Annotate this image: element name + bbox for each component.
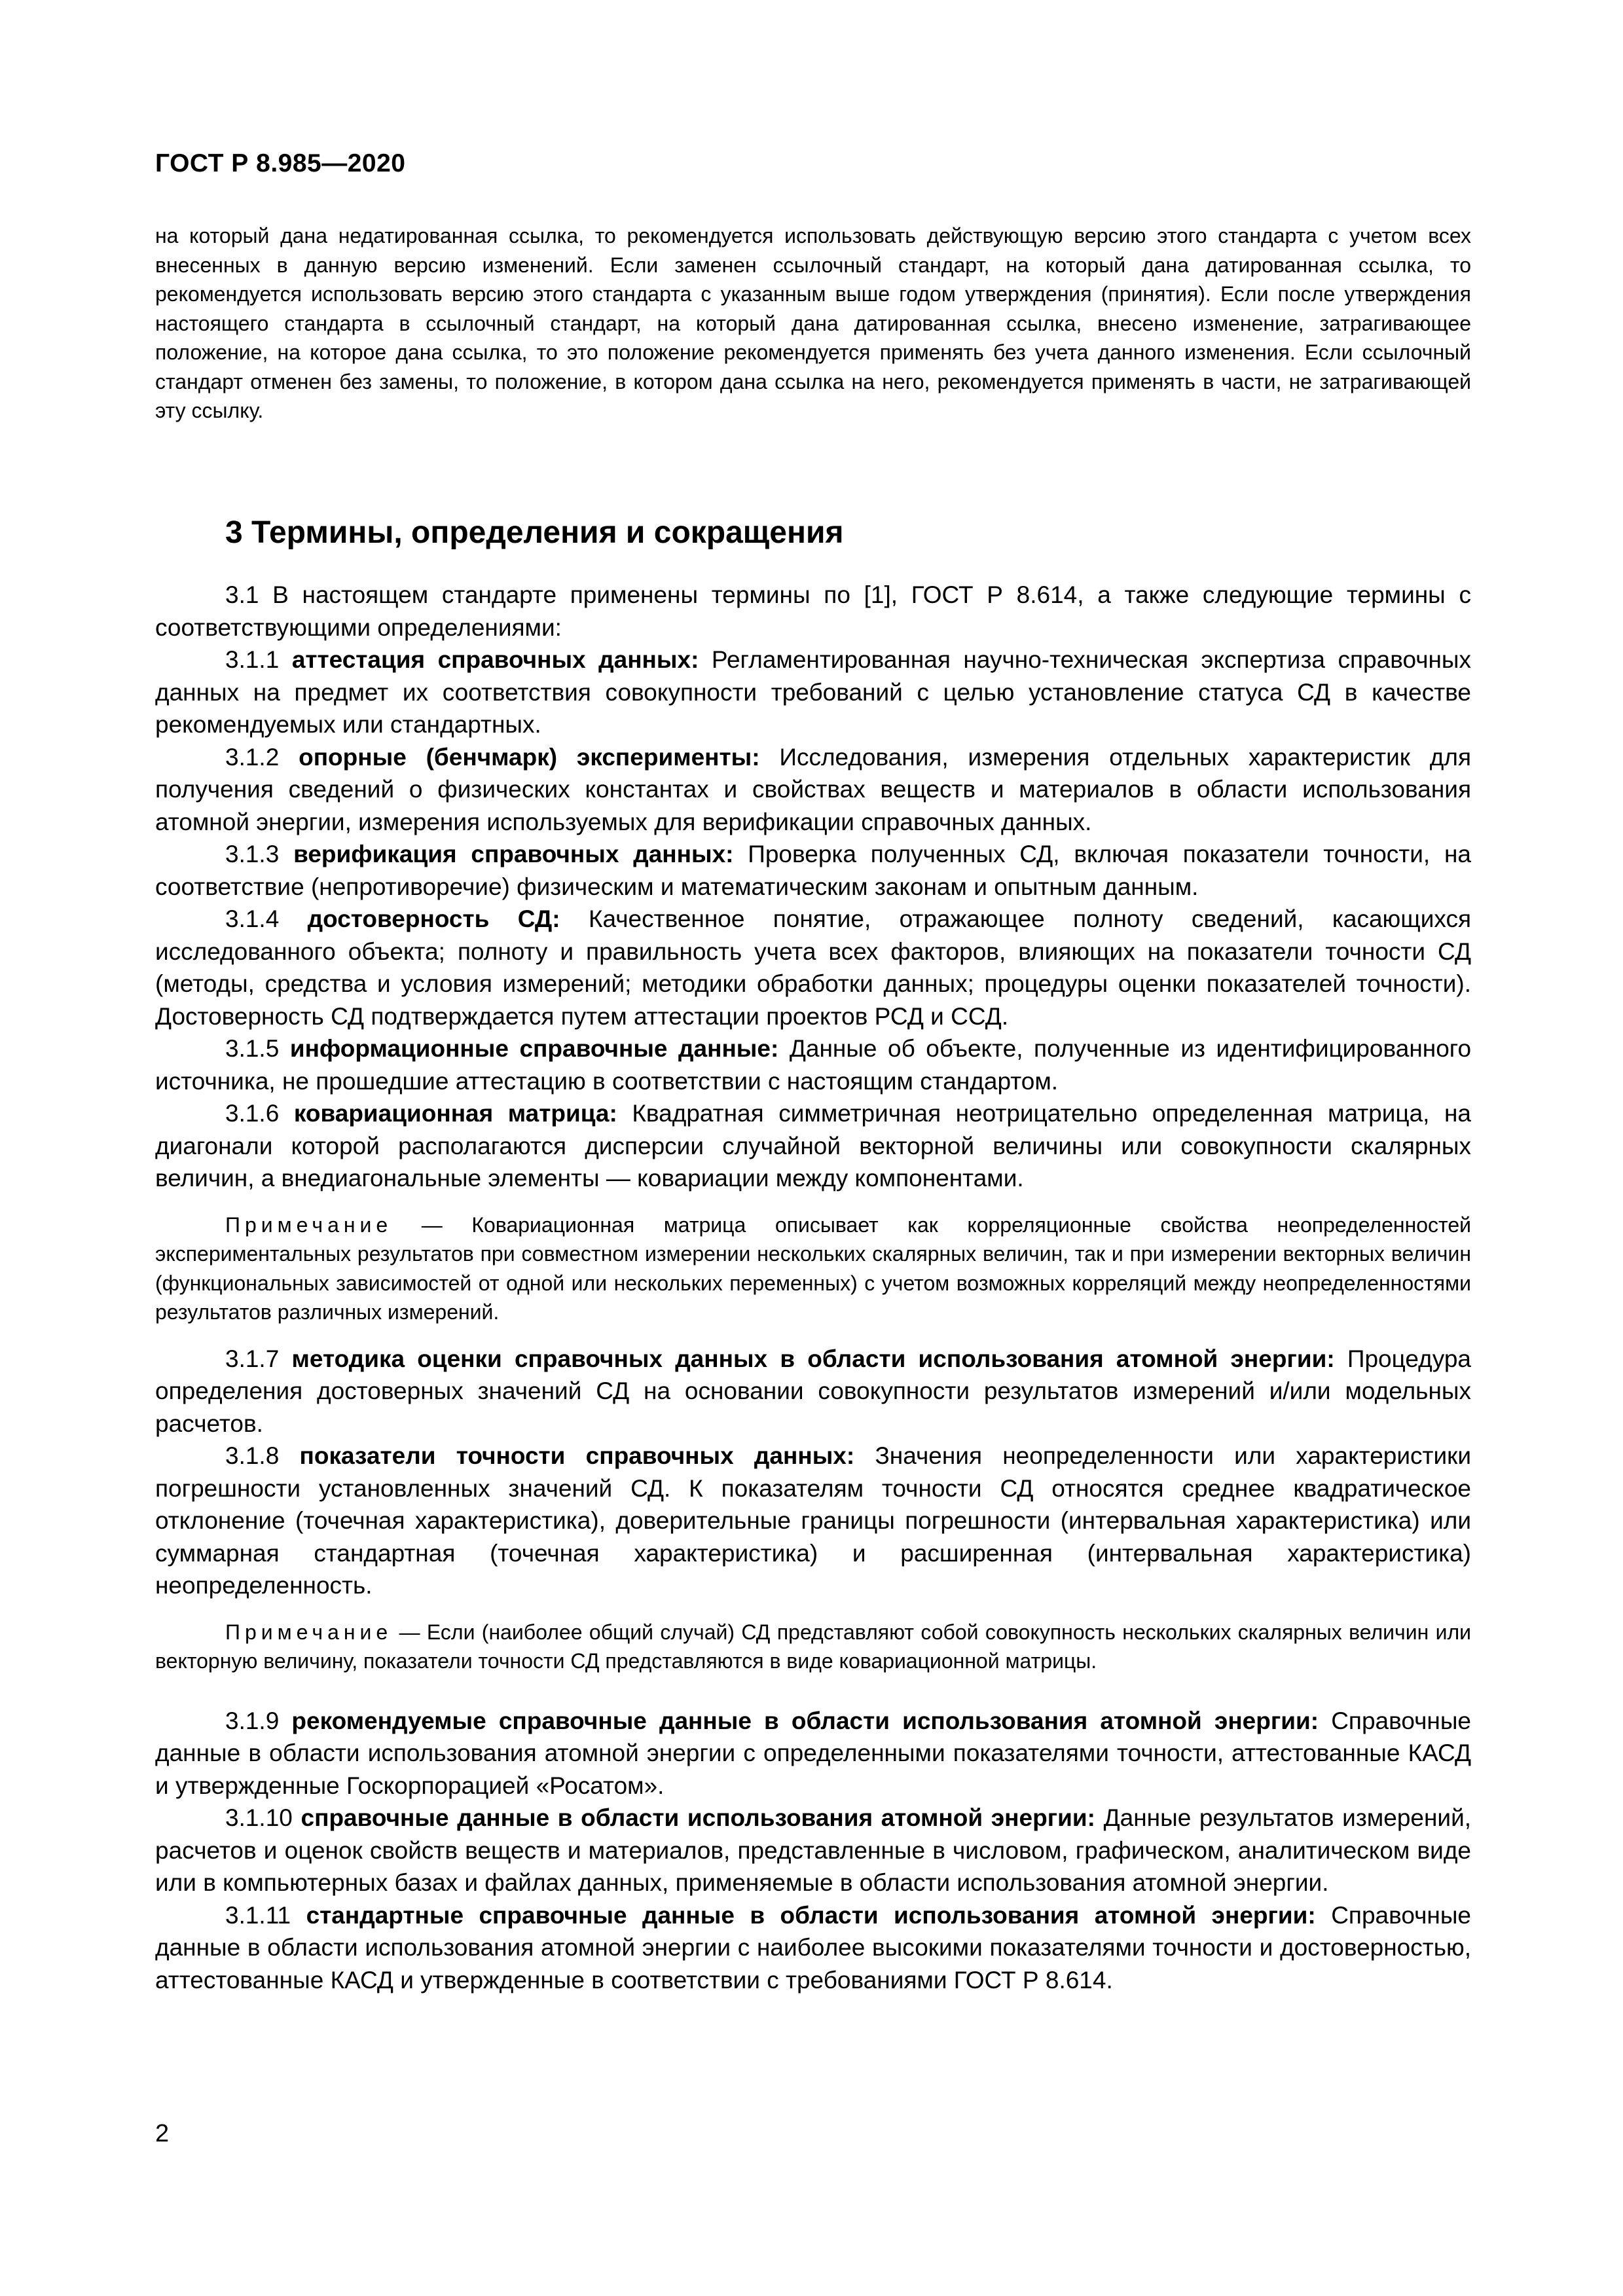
- intro-paragraph: на который дана недатированная ссылка, то рекомендуется использовать действующую версию этого стандарта с учетом всех внесенных в данную версию изменений. Если заменен ссылочный стандарт, на который дана датированная ссылка, то рекомендуется использовать версию этого стандарта с указанным выше годом утверждения (принятия). Если после утверждения настоящего стандарта в ссылочный стандарт, на который дана датированная ссылка, внесено изменение, затрагивающее положение, на которое дана ссылка, то это положение рекомендуется применять без учета данного изменения. Если ссылочный стандарт отменен без замены, то положение, в котором дана ссылка на него, рекомендуется применять в части, не затрагивающей эту ссылку.: [155, 224, 1471, 422]
- term-3-1-8: 3.1.8 показатели точности справочных данных: Значения неопределенности или характеристики погрешности установленных значений СД. К показателям точности СД относятся среднее квадратическое отклонение (точечная характеристика), доверительные границы погрешности (интервальная характеристика) или суммарная стандартная (точечная характеристика) и расширенная (интервальная характеристика) неопределенность.: [155, 1442, 1472, 1599]
- term-3-1-1: 3.1.1 аттестация справочных данных: Регламентированная научно-техническая экспертиза справочных данных на предмет их соответствия совокупности требований с целью установление статуса СД в качестве рекомендуемых или стандартных.: [155, 646, 1472, 738]
- paragraph-3-1: 3.1 В настоящем стандарте применены термины по [1], ГОСТ Р 8.614, а также следующие термины с соответствующими определениями:: [155, 581, 1471, 641]
- terms-body: [155, 579, 1471, 1996]
- term-3-1-9: 3.1.9 рекомендуемые справочные данные в области использования атомной энергии: Справочные данные в области использования атомной энергии с определенными показателями точности, аттестованные КАСД и утвержденные Госкорпорацией «Росатом».: [155, 1707, 1472, 1799]
- term-3-1-6: 3.1.6 ковариационная матрица: Квадратная симметричная неотрицательно определенная матрица, на диагонали которой располагаются дисперсии случайной векторной величины или совокупности скалярных величин, а внедиагональные элементы — ковариации между компонентами.: [155, 1100, 1472, 1192]
- term-3-1-5: 3.1.5 информационные справочные данные: Данные об объекте, полученные из идентифицированного источника, не прошедшие аттестацию в соответствии с настоящим стандартом.: [155, 1035, 1472, 1095]
- note-accuracy: Примечание — Если (наиболее общий случай) СД представляют собой совокупность нескольких скалярных величин или векторную величину, показатели точности СД представляются в виде ковариационной матрицы.: [155, 1620, 1472, 1673]
- section-title: 3 Термины, определения и сокращения: [225, 515, 844, 550]
- term-3-1-10: 3.1.10 справочные данные в области использования атомной энергии: Данные результатов измерений, расчетов и оценок свойств веществ и материалов, представленные в числовом, графическом, аналитическом виде или в компьютерных базах и файлах данных, применяемые в области использования атомной энергии.: [155, 1804, 1472, 1896]
- term-3-1-7: 3.1.7 методика оценки справочных данных в области использования атомной энергии: Процедура определения достоверных значений СД на основании совокупности результатов измерений и/или модельных расчетов.: [155, 1345, 1472, 1437]
- page-number: 2: [155, 2120, 170, 2147]
- term-3-1-4: 3.1.4 достоверность СД: Качественное понятие, отражающее полноту сведений, касающихся исследованного объекта; полноту и правильность учета всех факторов, влияющих на показатели точности СД (методы, средства и условия измерений; методики обработки данных; процедуры оценки показателей точности). Достоверность СД подтверждается путем аттестации проектов РСД и ССД.: [155, 905, 1472, 1030]
- note-covariance: Примечание — Ковариационная матрица описывает как корреляционные свойства неопределенностей экспериментальных результатов при совместном измерении нескольких скалярных величин, так и при измерении векторных величин (функциональных зависимостей от одной или нескольких переменных) с учетом возможных корреляций между неопределенностями результатов различных измерений.: [155, 1212, 1472, 1324]
- document-header: ГОСТ Р 8.985—2020: [155, 149, 406, 177]
- term-3-1-2: 3.1.2 опорные (бенчмарк) эксперименты: Исследования, измерения отдельных характеристик для получения сведений о физических константах и свойствах веществ и материалов в области использования атомной энергии, измерения используемых для верификации справочных данных.: [155, 743, 1471, 835]
- term-3-1-3: 3.1.3 верификация справочных данных: Проверка полученных СД, включая показатели точности, на соответствие (непротиворечие) физическим и математическим законам и опытным данным.: [155, 841, 1471, 900]
- term-3-1-11: 3.1.11 стандартные справочные данные в области использования атомной энергии: Справочные данные в области использования атомной энергии с наиболее высокими показателями точности и достоверностью, аттестованные КАСД и утвержденные в соответствии с требованиями ГОСТ Р 8.614.: [155, 1901, 1471, 1994]
